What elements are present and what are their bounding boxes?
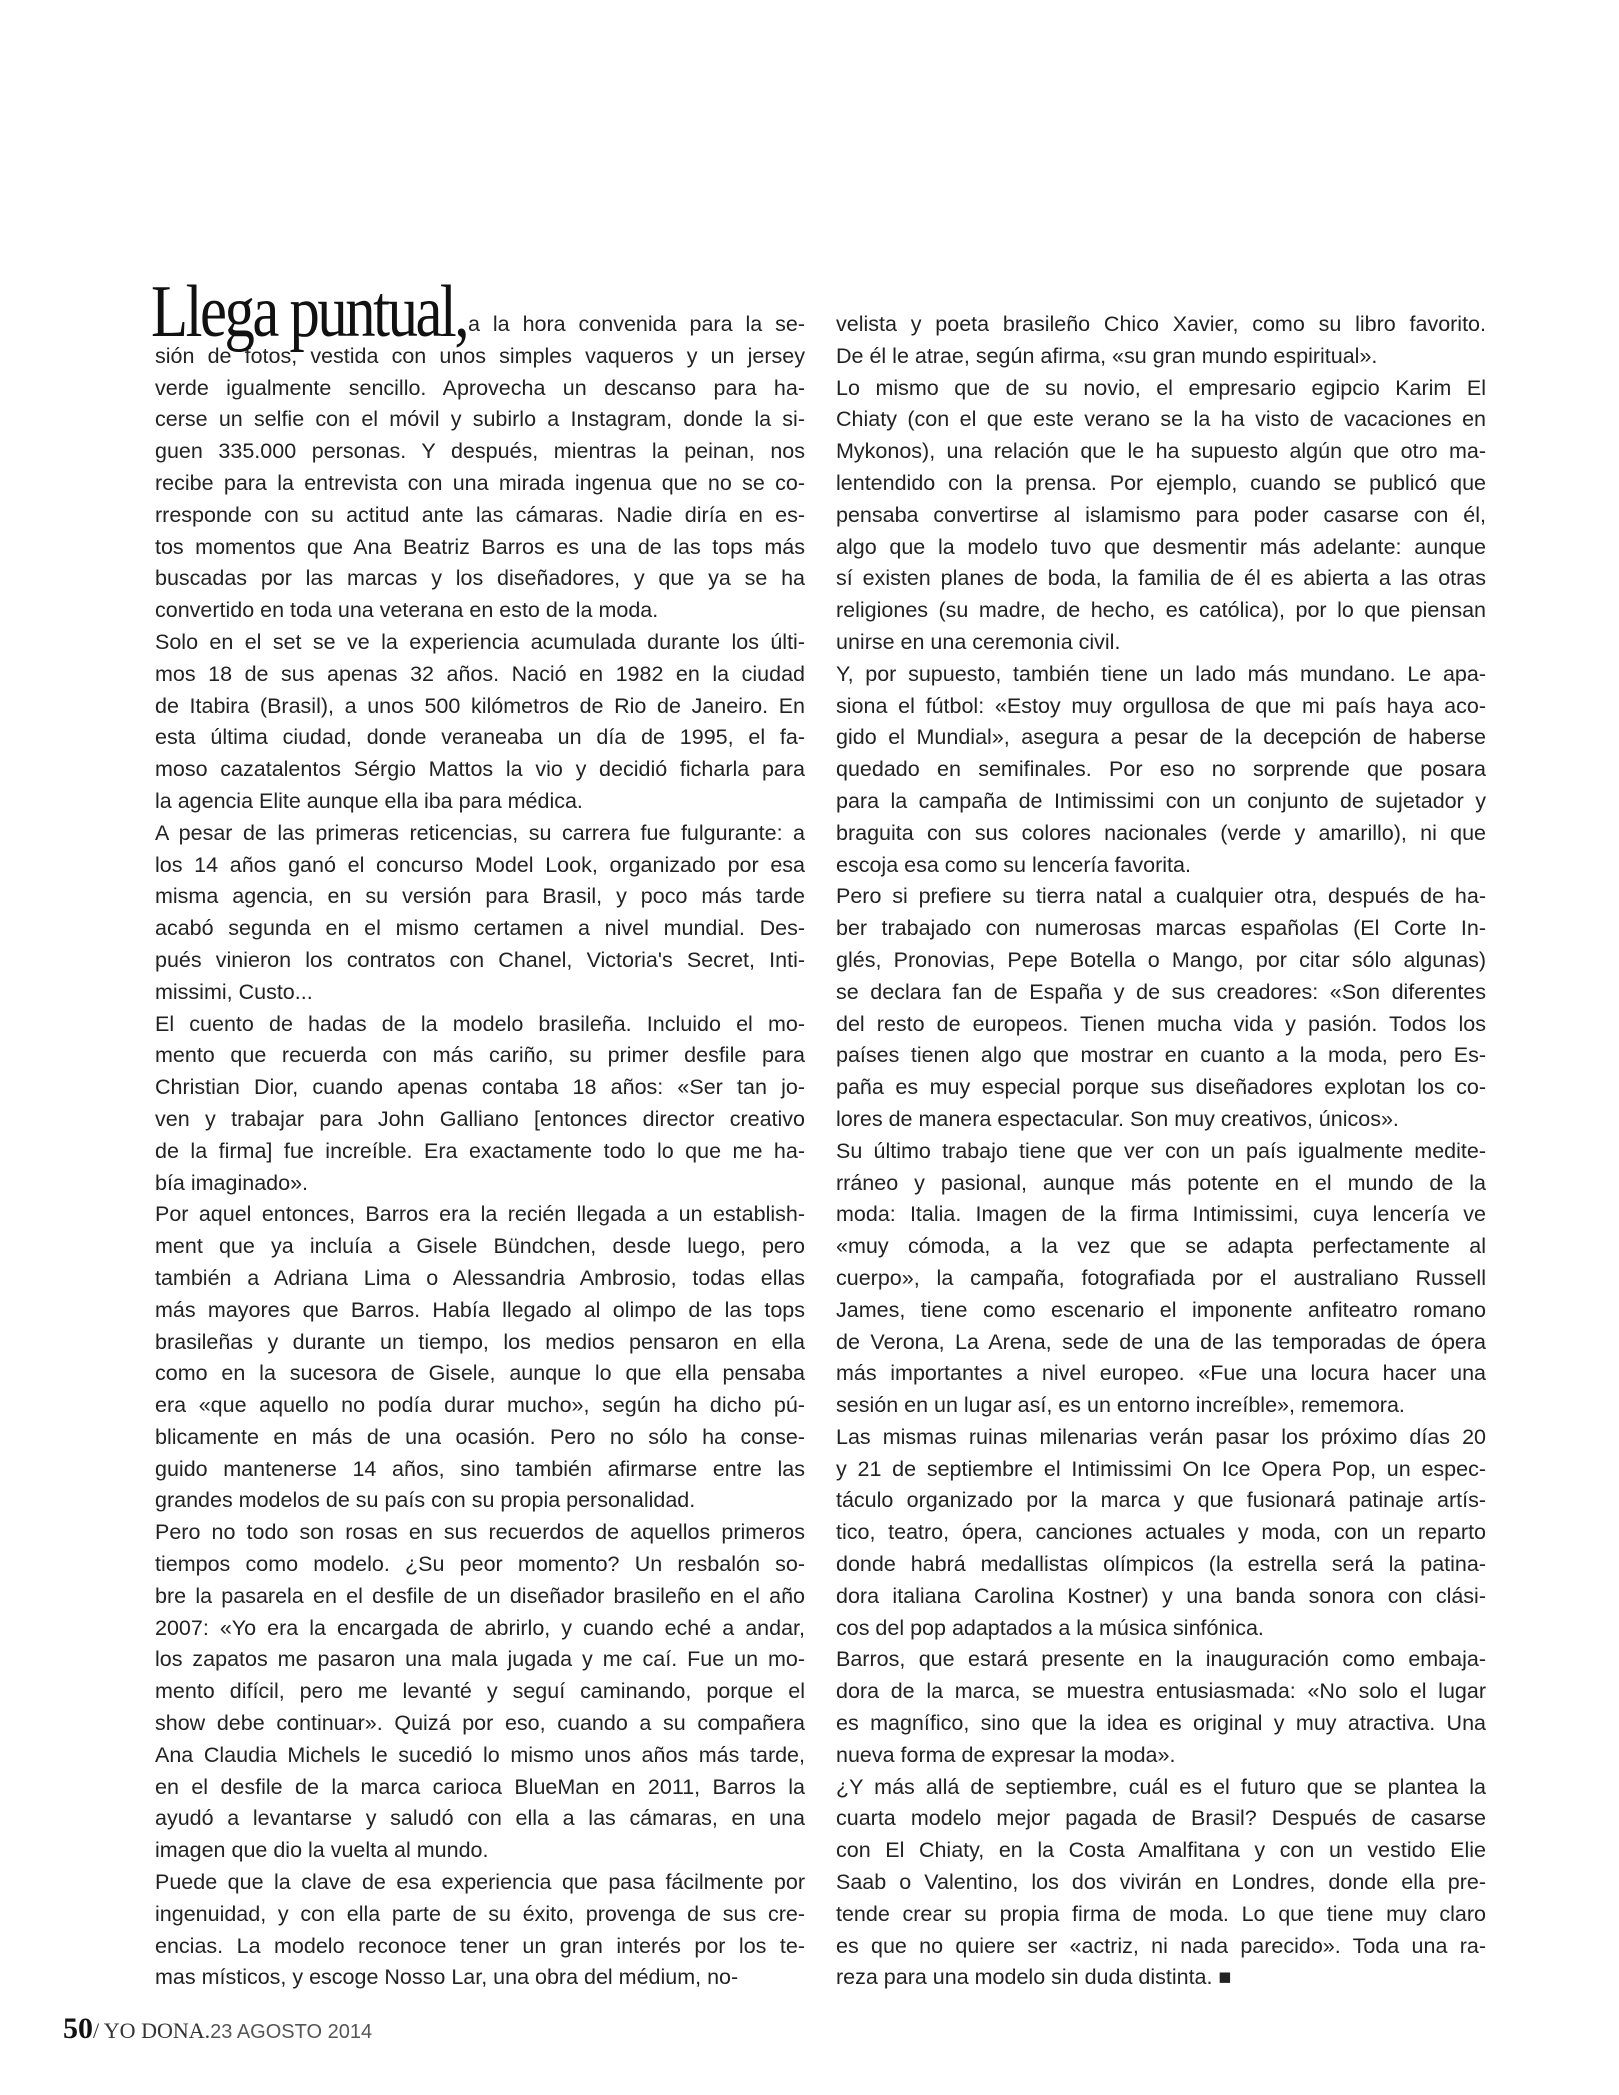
lead-heading: Llega puntual, [151, 271, 468, 353]
text-line: los zapatos me pasaron una mala jugada y me caí. Fue un mo- [155, 1647, 805, 1672]
text-line: religiones (su madre, de hecho, es católica), por lo que piensan [836, 598, 1486, 623]
text-line: como en la sucesora de Gisele, aunque lo que ella pensaba [155, 1361, 805, 1386]
text-line: moda: Italia. Imagen de la firma Intimissimi, cuya lencería ve [836, 1202, 1486, 1227]
text-line: pués vinieron los contratos con Chanel, Victoria's Secret, Inti- [155, 947, 805, 972]
text-line: se declara fan de España y de sus creadores: «Son diferentes [836, 979, 1486, 1004]
text-line: lentendido con la prensa. Por ejemplo, cuando se publicó que [836, 470, 1486, 495]
text-line: convertido en toda una veterana en esto de la moda. [155, 598, 659, 623]
text-line: mento que recuerda con más cariño, su primer desfile para [155, 1043, 805, 1068]
text-line: tos momentos que Ana Beatriz Barros es una de las tops más [155, 534, 805, 559]
text-line: Barros, que estará presente en la inauguración como embaja- [836, 1647, 1486, 1672]
page-footer [63, 2012, 372, 2046]
text-line: ment que ya incluía a Gisele Bündchen, desde luego, pero [155, 1234, 805, 1259]
paragraph [155, 1199, 805, 1517]
text-line: buscadas por las marcas y los diseñadores, y que ya se ha [155, 566, 805, 591]
text-line: Pero si prefiere su tierra natal a cualquier otra, después de ha- [836, 884, 1486, 909]
text-line: lores de manera espectacular. Son muy creativos, únicos». [836, 1106, 1399, 1131]
text-line: mos 18 de sus apenas 32 años. Nació en 1982 en la ciudad [155, 661, 805, 686]
text-line: sión de fotos, vestida con unos simples vaqueros y un jersey [155, 343, 805, 368]
text-line: pensaba convertirse al islamismo para poder casarse con él, [836, 502, 1486, 527]
text-line: y 21 de septiembre el Intimissimi On Ice Opera Pop, un espec- [836, 1456, 1486, 1481]
text-line: De él le atrae, según afirma, «su gran mundo espiritual». [836, 343, 1378, 368]
text-line: también a Adriana Lima o Alessandria Ambrosio, todas ellas [155, 1265, 805, 1290]
text-line: blicamente en más de una ocasión. Pero no sólo ha conse- [155, 1424, 805, 1449]
text-line: rráneo y pasional, aunque más potente en el mundo de la [836, 1170, 1486, 1195]
text-line: reza para una modelo sin duda distinta. ■ [836, 1965, 1232, 1990]
paragraph [836, 659, 1486, 882]
text-line: Por aquel entonces, Barros era la recién llegada a un establish- [155, 1202, 805, 1227]
text-line: donde habrá medallistas olímpicos (la estrella será la patina- [836, 1552, 1486, 1577]
text-line: ayudó a levantarse y saludó con ella a las cámaras, en una [155, 1806, 805, 1831]
text-line: guen 335.000 personas. Y después, mientras la peinan, nos [155, 439, 805, 464]
text-line: los 14 años ganó el concurso Model Look, organizado por esa [155, 852, 805, 877]
text-line: recibe para la entrevista con una mirada ingenua que no se co- [155, 470, 805, 495]
text-line: paña es muy especial porque sus diseñadores explotan los co- [836, 1075, 1486, 1100]
text-line: Ana Claudia Michels le sucedió lo mismo unos años más tarde, [155, 1742, 805, 1767]
text-line: escoja esa como su lencería favorita. [836, 852, 1191, 877]
text-line: Mykonos), una relación que le ha supuesto algún que otro ma- [836, 439, 1486, 464]
paragraph [836, 309, 1486, 373]
text-line: es magnífico, sino que la idea es original y muy atractiva. Una [836, 1711, 1486, 1736]
text-line: bía imaginado». [155, 1170, 308, 1195]
text-line: esta última ciudad, donde veraneaba un día de 1995, el fa- [155, 725, 805, 750]
text-line: ingenuidad, y con ella parte de su éxito, provenga de sus cre- [155, 1901, 805, 1926]
text-line: velista y poeta brasileño Chico Xavier, como su libro favorito. [836, 312, 1486, 336]
text-line: ber trabajado con numerosas marcas españolas (El Corte In- [836, 916, 1486, 941]
text-line: tico, teatro, ópera, canciones actuales y moda, con un reparto [836, 1520, 1486, 1545]
paragraph [155, 341, 805, 627]
text-line: James, tiene como escenario el imponente anfiteatro romano [836, 1297, 1486, 1322]
text-line: grandes modelos de su país con su propia personalidad. [155, 1488, 696, 1513]
paragraph [155, 627, 805, 818]
paragraph [155, 1867, 805, 1994]
text-line: cuarta modelo mejor pagada de Brasil? Después de casarse [836, 1806, 1486, 1831]
text-line: mento difícil, pero me levanté y seguí caminando, porque el [155, 1679, 805, 1704]
text-line: bre la pasarela en el desfile de un diseñador brasileño en el año [155, 1583, 805, 1608]
text-line: sí existen planes de boda, la familia de él es abierta a las otras [836, 566, 1486, 591]
text-line: «muy cómoda, a la vez que se adapta perfectamente al [836, 1234, 1486, 1259]
text-line: misma agencia, en su versión para Brasil, y poco más tarde [155, 884, 805, 909]
text-line: de Itabira (Brasil), a unos 500 kilómetros de Rio de Janeiro. En [155, 693, 805, 718]
text-line: del resto de europeos. Tienen mucha vida y pasión. Todos los [836, 1011, 1486, 1036]
text-line: mas místicos, y escoge Nosso Lar, una obra del médium, no- [155, 1965, 739, 1990]
text-line: con El Chiaty, en la Costa Amalfitana y con un vestido Elie [836, 1838, 1486, 1863]
text-line: unirse en una ceremonia civil. [836, 629, 1121, 654]
text-line: la agencia Elite aunque ella iba para médica. [155, 788, 583, 813]
page-number: 50 [63, 2012, 93, 2045]
text-line: de Verona, La Arena, sede de una de las temporadas de ópera [836, 1329, 1486, 1354]
text-line: missimi, Custo... [155, 979, 313, 1004]
paragraph [155, 818, 805, 1009]
magazine-name: / YO DONA. [93, 2018, 211, 2043]
text-line: moso cazatalentos Sérgio Mattos la vio y decidió ficharla para [155, 757, 805, 782]
text-line: A pesar de las primeras reticencias, su carrera fue fulgurante: a [155, 820, 805, 845]
text-line: acabó segunda en el mismo certamen a nivel mundial. Des- [155, 916, 805, 941]
text-line: Puede que la clave de esa experiencia que pasa fácilmente por [155, 1870, 805, 1895]
text-line: táculo organizado por la marca y que fusionará patinaje artís- [836, 1488, 1486, 1513]
text-line: imagen que dio la vuelta al mundo. [155, 1838, 489, 1863]
paragraph [836, 1422, 1486, 1645]
text-line: tende crear su propia firma de moda. Lo que tiene muy claro [836, 1901, 1486, 1926]
text-line: braguita con sus colores nacionales (verde y amarillo), ni que [836, 820, 1486, 845]
text-line: Pero no todo son rosas en sus recuerdos de aquellos primeros [155, 1520, 805, 1545]
text-line: es que no quiere ser «actriz, ni nada parecido». Toda una ra- [836, 1933, 1486, 1958]
first-line-text: a la hora convenida para la se- [468, 312, 805, 336]
text-line: Saab o Valentino, los dos vivirán en Londres, donde ella pre- [836, 1870, 1486, 1895]
text-line: guido mantenerse 14 años, sino también afirmarse entre las [155, 1456, 805, 1481]
text-line: dora de la marca, se muestra entusiasmada: «No solo el lugar [836, 1679, 1486, 1704]
paragraph [155, 1517, 805, 1867]
paragraph [155, 1009, 805, 1200]
text-line: cos del pop adaptados a la música sinfónica. [836, 1615, 1264, 1640]
text-line: cuerpo», la campaña, fotografiada por el australiano Russell [836, 1265, 1486, 1290]
article-column-left [151, 271, 805, 1994]
text-line: nueva forma de expresar la moda». [836, 1742, 1176, 1767]
paragraph [836, 373, 1486, 659]
text-line: de la firma] fue increíble. Era exactamente todo lo que me ha- [155, 1138, 805, 1163]
text-line: ¿Y más allá de septiembre, cuál es el futuro que se plantea la [836, 1774, 1486, 1799]
article-column-right [836, 309, 1486, 1994]
text-line: Chiaty (con el que este verano se la ha visto de vacaciones en [836, 407, 1486, 432]
text-line: para la campaña de Intimissimi con un conjunto de sujetador y [836, 788, 1486, 813]
text-line: más mayores que Barros. Había llegado al olimpo de las tops [155, 1297, 805, 1322]
text-line: glés, Pronovias, Pepe Botella o Mango, por citar sólo algunas) [836, 947, 1486, 972]
text-line: Lo mismo que de su novio, el empresario egipcio Karim El [836, 375, 1486, 400]
text-line: siona el fútbol: «Estoy muy orgullosa de que mi país haya aco- [836, 693, 1486, 718]
issue-date: 23 AGOSTO 2014 [210, 2021, 373, 2043]
text-line: verde igualmente sencillo. Aprovecha un descanso para ha- [155, 375, 805, 400]
text-line: encias. La modelo reconoce tener un gran interés por los te- [155, 1933, 805, 1958]
first-line [151, 271, 805, 353]
text-line: cerse un selfie con el móvil y subirlo a Instagram, donde la si- [155, 407, 805, 432]
text-line: El cuento de hadas de la modelo brasileña. Incluido el mo- [155, 1011, 805, 1036]
text-line: era «que aquello no podía durar mucho», según ha dicho pú- [155, 1393, 805, 1418]
text-line: quedado en semifinales. Por eso no sorprende que posara [836, 757, 1486, 782]
paragraph [836, 1772, 1486, 1995]
paragraph [836, 1644, 1486, 1771]
text-line: en el desfile de la marca carioca BlueMan en 2011, Barros la [155, 1774, 805, 1799]
text-line: rresponde con su actitud ante las cámaras. Nadie diría en es- [155, 502, 805, 527]
paragraph [836, 881, 1486, 1135]
text-line: Solo en el set se ve la experiencia acumulada durante los últi- [155, 629, 805, 654]
text-line: gido el Mundial», asegura a pesar de la decepción de haberse [836, 725, 1486, 750]
paragraph [836, 1136, 1486, 1422]
text-line: brasileñas y durante un tiempo, los medios pensaron en ella [155, 1329, 805, 1354]
text-line: dora italiana Carolina Kostner) y una banda sonora con clási- [836, 1583, 1486, 1608]
text-line: ven y trabajar para John Galliano [entonces director creativo [155, 1106, 805, 1131]
text-line: Y, por supuesto, también tiene un lado más mundano. Le apa- [836, 661, 1486, 686]
text-line: algo que la modelo tuvo que desmentir más adelante: aunque [836, 534, 1486, 559]
text-line: show debe continuar». Quizá por eso, cuando a su compañera [155, 1711, 805, 1736]
text-line: 2007: «Yo era la encargada de abrirlo, y cuando eché a andar, [155, 1615, 805, 1640]
text-line: Su último trabajo tiene que ver con un país igualmente medite- [836, 1138, 1486, 1163]
text-line: Christian Dior, cuando apenas contaba 18 años: «Ser tan jo- [155, 1075, 805, 1100]
text-line: sesión en un lugar así, es un entorno increíble», rememora. [836, 1393, 1405, 1418]
text-line: países tienen algo que mostrar en cuanto a la moda, pero Es- [836, 1043, 1486, 1068]
text-line: más importantes a nivel europeo. «Fue una locura hacer una [836, 1361, 1486, 1386]
text-line: Las mismas ruinas milenarias verán pasar los próximo días 20 [836, 1424, 1486, 1449]
text-line: tiempos como modelo. ¿Su peor momento? Un resbalón so- [155, 1552, 805, 1577]
